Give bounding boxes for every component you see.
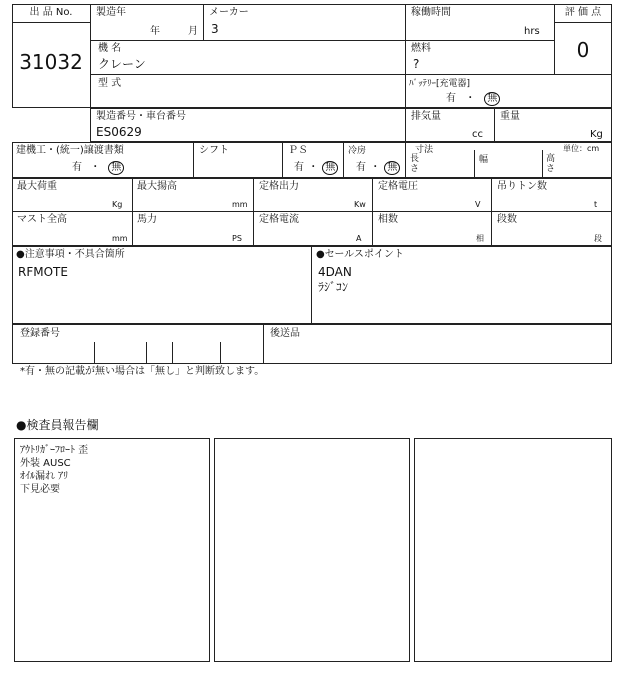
phase-unit: 相 [476, 234, 484, 243]
model-value: クレーン [98, 57, 146, 71]
inspector-note-1: ｱｳﾄﾘｶﾞｰﾌﾛｰﾄ 歪 外装 AUSC ｵｲﾙ漏れ ｱﾘ 下見必要 [20, 445, 89, 495]
mfg-month-unit: 月 [188, 26, 198, 37]
rated-output-label: 定格出力 [259, 181, 299, 192]
divider [253, 178, 254, 246]
stages-label: 段数 [497, 214, 517, 225]
ac-yes: 有 [356, 162, 366, 173]
divider [90, 74, 612, 75]
type-label: 型 式 [98, 78, 122, 89]
weight-unit: Kg [590, 129, 603, 140]
battery-yes: 有 [446, 93, 456, 104]
footnote: *有・無の記載が無い場合は「無し」と判断致します。 [20, 366, 265, 377]
dims-label: 寸法 [415, 145, 434, 155]
battery-options [446, 92, 500, 106]
caution-value: RFMOTE [18, 265, 68, 279]
mfg-date-label: 製造年 [96, 7, 126, 18]
divider [12, 22, 90, 23]
inspector-box-2 [214, 438, 410, 662]
max-load-unit: Kg [112, 200, 123, 209]
rated-voltage-label: 定格電圧 [378, 181, 418, 192]
divider [542, 150, 543, 178]
divider [146, 342, 147, 364]
horsepower-unit: PS [232, 234, 242, 243]
ps-yes: 有 [294, 162, 304, 173]
inspector-title: ●検査員報告欄 [16, 418, 99, 432]
divider [90, 40, 554, 41]
max-lift-unit: mm [232, 200, 248, 209]
item-no-value: 31032 [19, 50, 83, 74]
ac-options [356, 161, 400, 175]
rated-current-label: 定格電流 [259, 214, 299, 225]
width-label: 幅 [479, 155, 489, 165]
stages-unit: 段 [594, 234, 602, 243]
divider [132, 178, 133, 246]
transfer-label: 建機工・(統一)譲渡書類 [16, 145, 124, 156]
rated-output-unit: Kw [354, 200, 366, 209]
sales-label: ●セールスポイント [316, 249, 404, 260]
transfer-sep: ・ [90, 162, 101, 173]
divider [172, 342, 173, 364]
displacement-label: 排気量 [411, 111, 441, 122]
divider [94, 342, 95, 364]
battery-label: ﾊﾞｯﾃﾘｰ[充電器] [409, 79, 471, 89]
horsepower-label: 馬力 [137, 214, 157, 225]
divider [405, 108, 406, 142]
divider [491, 178, 492, 246]
rated-current-unit: A [356, 234, 362, 243]
phase-label: 相数 [378, 214, 398, 225]
lift-ton-unit: t [594, 200, 598, 209]
divider [12, 211, 612, 212]
divider [405, 142, 406, 178]
divider [554, 22, 612, 23]
registration-block [12, 324, 612, 364]
maker-value: 3 [211, 22, 219, 36]
divider [343, 142, 344, 178]
transfer-yes: 有 [72, 162, 82, 173]
ps-no: 無 [322, 161, 338, 175]
serial-label: 製造番号・車台番号 [96, 111, 186, 122]
transfer-no: 無 [108, 161, 124, 175]
fuel-value: ? [413, 57, 420, 71]
ps-sep: ・ [308, 162, 319, 173]
inspector-box-3 [414, 438, 612, 662]
serial-value: ES0629 [96, 125, 142, 139]
ps-options [294, 161, 338, 175]
battery-no: 無 [484, 92, 500, 106]
hours-unit: hrs [524, 26, 540, 37]
maker-label: メーカー [209, 7, 249, 18]
divider [494, 108, 495, 142]
ac-label: 冷房 [348, 146, 367, 156]
dims-unit: 単位：cm [563, 144, 600, 153]
ac-no: 無 [384, 161, 400, 175]
rating-value: 0 [576, 38, 590, 62]
divider [90, 4, 91, 108]
max-load-label: 最大荷重 [17, 181, 57, 192]
rated-voltage-unit: V [475, 200, 481, 209]
registration-label: 登録番号 [20, 328, 60, 339]
divider [311, 246, 312, 324]
item-no-label: 出 品 No. [29, 7, 73, 18]
ac-sep: ・ [370, 162, 381, 173]
model-label: 機 名 [98, 43, 122, 54]
divider [372, 178, 373, 246]
divider [220, 342, 221, 364]
divider [282, 142, 283, 178]
battery-sep: ・ [465, 93, 476, 104]
max-lift-label: 最大揚高 [137, 181, 177, 192]
shipping-label: 後送品 [270, 328, 300, 339]
divider [203, 4, 204, 40]
mfg-year-unit: 年 [150, 26, 160, 37]
displacement-unit: cc [472, 129, 483, 140]
caution-label: ●注意事項・不具合箇所 [16, 249, 125, 260]
mast-height-label: マスト全高 [17, 214, 67, 225]
height-label: 高 さ [546, 154, 556, 174]
lift-ton-label: 吊りトン数 [497, 181, 547, 192]
divider [193, 142, 194, 178]
shift-label: シフト [199, 145, 229, 156]
hours-label: 稼働時間 [411, 7, 451, 18]
weight-label: 重量 [500, 111, 520, 122]
divider [474, 150, 475, 178]
length-label: 長 さ [410, 154, 420, 174]
transfer-options [72, 161, 124, 175]
mast-height-unit: mm [112, 234, 128, 243]
rating-label: 評 価 点 [564, 7, 602, 18]
sales-value: 4DAN ﾗｼﾞｺﾝ [318, 265, 352, 294]
divider [263, 324, 264, 364]
divider [405, 4, 406, 108]
header-block [12, 4, 612, 108]
fuel-label: 燃料 [411, 43, 431, 54]
ps-label: ＰＳ [288, 145, 308, 156]
